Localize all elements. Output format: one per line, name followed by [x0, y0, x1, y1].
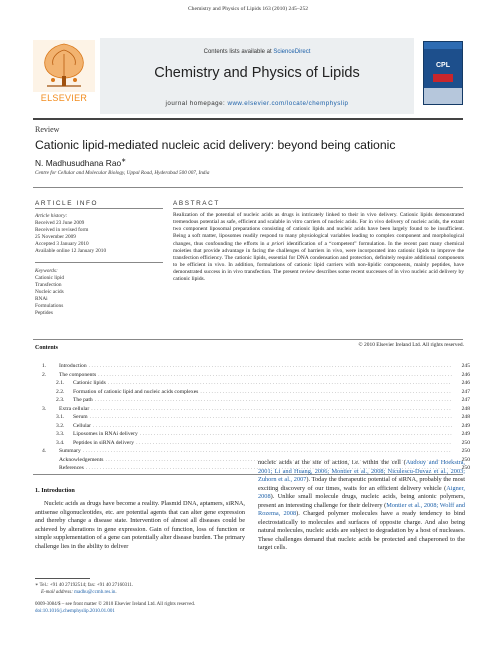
tree-icon: [33, 40, 95, 92]
toc-leader: [136, 439, 452, 448]
toc-number: 3.1.: [56, 414, 65, 420]
article-history: [35, 213, 163, 255]
history-line: Accepted 3 January 2010: [35, 241, 89, 247]
toc-leader: [83, 447, 452, 456]
article-info-heading: ARTICLE INFO: [35, 200, 99, 207]
citation-link[interactable]: Aigner, 2008: [258, 484, 465, 500]
toc-entry[interactable]: [42, 388, 470, 397]
abstract-emphasis: a priori: [266, 240, 285, 247]
toc-number: 4.: [42, 448, 47, 454]
footnote-rule: [35, 578, 90, 579]
toc-entry[interactable]: [42, 447, 470, 456]
toc-page: 245: [461, 363, 470, 369]
toc-label[interactable]: The path: [73, 397, 93, 403]
journal-title: Chemistry and Physics of Lipids: [154, 65, 360, 81]
masthead-rule: [33, 118, 463, 120]
toc-number: 3.: [42, 405, 47, 412]
toc-number: 2.: [42, 371, 47, 378]
toc-page: 247: [461, 388, 470, 395]
toc-number: 2.3.: [56, 397, 65, 403]
toc-page: 249: [461, 431, 470, 437]
toc-page: 250: [461, 448, 470, 454]
toc-page: 247: [461, 397, 470, 403]
abstract-heading: ABSTRACT: [173, 200, 220, 207]
intro-text: ). Unlike small molecule drugs, nucleic acids, being anionic polymers, present an interesting challenge for their delivery (: [258, 493, 465, 509]
toc-number: 2.2.: [56, 388, 65, 395]
citation-link[interactable]: Montier et al., 2008; Wolff and Rozema, 2008: [258, 501, 465, 517]
toc-entry[interactable]: [42, 371, 470, 380]
toc-leader: [140, 430, 452, 439]
toc-entry[interactable]: [42, 362, 470, 371]
intro-text: ). Today the therapeutic potential of siRNA, probably the most exciting discovery of our times, waits for an efficient delivery vehicle (: [258, 476, 465, 492]
toc-entry[interactable]: [42, 430, 470, 439]
issn-line: 0009-3084/$ – see front matter © 2010 Elsevier Ireland Ltd. All rights reserved.: [35, 602, 196, 607]
contents-available-text: Contents lists available at: [203, 49, 274, 55]
front-rule: [33, 187, 463, 188]
cover-strip: [424, 42, 462, 49]
toc-page: 250: [461, 456, 470, 463]
article-title: Cationic lipid-mediated nucleic acid delivery: beyond being cationic: [35, 138, 396, 152]
keywords: [35, 268, 163, 317]
toc-label[interactable]: Summary: [59, 448, 81, 454]
contents-available-line: [100, 49, 414, 55]
section-heading-introduction: 1. Introduction: [35, 487, 75, 494]
toc-label[interactable]: Peptides in siRNA delivery: [73, 439, 135, 446]
toc-leader: [98, 371, 452, 380]
keywords-rule: [35, 262, 163, 263]
contents-heading: Contents: [35, 345, 59, 351]
toc-number: 2.1.: [56, 380, 65, 386]
footnote-email-line: [35, 589, 245, 596]
toc-leader: [90, 413, 452, 422]
toc-entry[interactable]: [42, 405, 470, 414]
abstract-text: [173, 212, 464, 284]
contents-top-rule: [33, 339, 463, 340]
toc-entry[interactable]: [42, 379, 470, 388]
keyword: Transfection: [35, 282, 62, 288]
toc-number: 3.2.: [56, 422, 65, 429]
doi-link[interactable]: doi:10.1016/j.chemphyslip.2010.01.001: [35, 609, 115, 614]
toc-entry[interactable]: [42, 422, 470, 431]
toc-number: 3.3.: [56, 431, 65, 437]
toc-label[interactable]: Cellular: [73, 422, 92, 429]
author-footnote-mark[interactable]: ∗: [121, 158, 127, 164]
keyword: RNAi: [35, 296, 48, 302]
running-header: Chemistry and Physics of Lipids 163 (2010) 245–252: [187, 6, 309, 12]
affiliation: Centre for Cellular and Molecular Biology, Uppal Road, Hyderabad 500 007, India: [35, 170, 210, 176]
table-of-contents: [42, 362, 470, 473]
issn-block: [35, 601, 295, 615]
toc-leader: [93, 422, 452, 431]
toc-page: 248: [461, 414, 470, 420]
toc-label[interactable]: Extra cellular: [59, 405, 90, 412]
keyword: Formulations: [35, 303, 64, 309]
keyword: Nucleic acids: [35, 289, 64, 295]
history-line: 25 November 2009: [35, 234, 76, 240]
toc-number: 1.: [42, 363, 47, 369]
toc-page: 249: [461, 422, 470, 429]
toc-page: 246: [461, 371, 470, 378]
toc-label[interactable]: References: [59, 465, 84, 471]
toc-leader: [200, 388, 452, 397]
toc-label[interactable]: Introduction: [59, 363, 87, 369]
body-column-left: [35, 500, 245, 551]
author-name: N. Madhusudhana Rao: [35, 157, 122, 168]
intro-paragraph: Nucleic acids as drugs have become a reality. Plasmid DNA, aptamers, siRNA, antisense oligonucleotides, etc. are potential agents that can alter gene expression and thereby change a disease state. Intervention of almost all diseases could be achieved by alterations in gene expression. Gain of function, loss of function or simple supplementation of a gene can potentially alter disease burden. The primary challenge lies in the ability to deliver: [35, 500, 245, 550]
toc-leader: [108, 379, 452, 388]
toc-leader: [91, 405, 452, 414]
toc-label[interactable]: Acknowledgements: [59, 456, 104, 463]
cover-label: CPL: [436, 62, 450, 69]
history-label: Article history:: [35, 213, 68, 219]
body-column-right: [258, 459, 465, 553]
article-type: Review: [35, 125, 60, 134]
toc-label[interactable]: The components: [59, 371, 97, 378]
toc-label[interactable]: Cationic lipids: [73, 380, 106, 386]
footnote-contact: ∗ Tel.: +91 40 27192514; fax: +91 40 27160311.: [35, 583, 134, 588]
toc-entry[interactable]: [42, 413, 470, 422]
keyword: Peptides: [35, 310, 53, 316]
toc-page: 246: [461, 380, 470, 386]
abstract-rule: [173, 208, 464, 209]
toc-page: 248: [461, 405, 470, 412]
author-line: [35, 157, 126, 168]
publisher-name: ELSEVIER: [40, 93, 88, 103]
keyword: Cationic lipid: [35, 275, 64, 281]
intro-text: nucleic acids at the site of action, i.e. within the cell (: [258, 459, 406, 466]
toc-label[interactable]: Formation of cationic lipid and nucleic acids complexes: [73, 388, 199, 395]
cover-accent: [433, 74, 453, 82]
history-line: Received in revised form: [35, 227, 89, 233]
email-label: E-mail address:: [41, 590, 75, 595]
cover-bottom-panel: [424, 88, 462, 104]
toc-leader: [95, 396, 452, 405]
journal-homepage: [100, 100, 414, 107]
toc-page: 250: [461, 439, 470, 446]
toc-page: 250: [461, 465, 470, 471]
toc-entry[interactable]: [42, 439, 470, 448]
homepage-link[interactable]: www.elsevier.com/locate/chemphyslip: [227, 100, 349, 107]
toc-label[interactable]: Liposomes in RNAi delivery: [73, 431, 138, 437]
citation-link[interactable]: Audouy and Hoekstra, 2001; Li and Huang, 2006; Montier et al., 2008; Niculescu-Duvaz et al., 2003; Zuhorn et al., 2007: [258, 459, 465, 483]
toc-entry[interactable]: [42, 396, 470, 405]
keywords-label: Keywords:: [35, 268, 58, 274]
sciencedirect-link[interactable]: ScienceDirect: [273, 49, 311, 55]
copyright: © 2010 Elsevier Ireland Ltd. All rights reserved.: [358, 342, 464, 348]
homepage-label: journal homepage:: [165, 100, 228, 107]
email-link[interactable]: madhu@ccmb.res.in: [74, 590, 116, 595]
article-info-rule: [35, 208, 163, 209]
toc-label[interactable]: Serum: [73, 414, 88, 420]
email-suffix: .: [115, 590, 117, 595]
abstract-part: Realization of the potential of nucleic acids as drugs is intricately linked to their in vivo delivery. Cationic lipids demonstrated tremendous potential as safe, efficient and scalable in vitro carriers of nucleic acids. For in vivo delivery of nucleic acids, the extant two component liposomal preparations consisting of cationic lipids and nucleic acids have been largely found to be insufficient. Being a soft matter, liposomes readily respond to many physiological variables leading to complex component and morphological changes, thus confounding the efforts in: [173, 212, 464, 247]
abstract-part: identification of a “competent” formulation. In the recent past many chemical moieties that provide advantage in facing the challenges of barriers in vivo, were incorporated into cationic lipids to improve the transfection efficiency. The cationic lipids, essential for DNA condensation and protection, definitely require additional components to be efficient in vivo. In addition, formulations of cationic lipid carriers with non-lipidic components, mainly peptides, have demonstrated success in in vivo transfection. The present review describes some recent successes of in vivo nucleic acid delivery by cationic lipids.: [173, 240, 464, 283]
toc-number: 3.4.: [56, 439, 65, 446]
history-line: Available online 12 January 2010: [35, 248, 107, 254]
footnote: [35, 582, 245, 596]
intro-text: ). Charged polymer molecules have a ready tendency to bind electrostatically to molecules and surfaces of opposite charge. And also being natural molecules, nucleic acids are subject to degradation by a host of nucleases. These challenges demand that nucleic acids be protected and chaperoned to the target cells.: [258, 510, 466, 551]
history-line: Received 23 June 2009: [35, 220, 85, 226]
toc-leader: [89, 362, 452, 371]
